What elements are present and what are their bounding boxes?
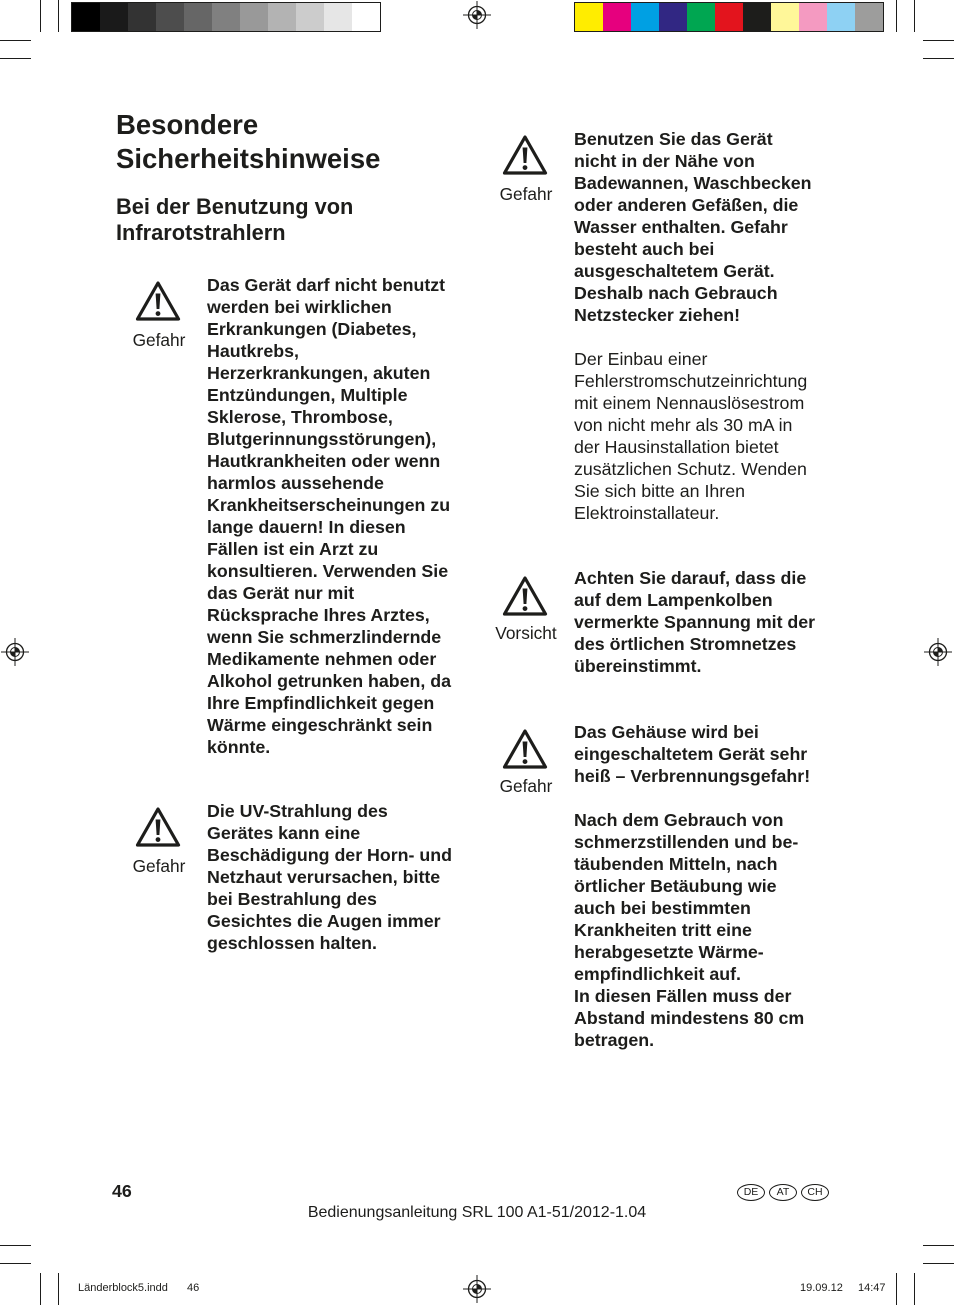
crop-mark [896, 0, 897, 32]
crop-mark [58, 0, 59, 32]
slug-time: 14:47 [858, 1282, 886, 1294]
color-swatch [324, 3, 352, 31]
color-swatch [659, 3, 687, 31]
manual-reference: Bedienungsanleitung SRL 100 A1-51/2012-1.04 [307, 1204, 647, 1221]
slug-file-name: Länderblock5.indd [78, 1282, 168, 1294]
registration-mark-icon [463, 1, 491, 29]
color-swatch [799, 3, 827, 31]
crop-mark [40, 1273, 41, 1305]
color-swatch [296, 3, 324, 31]
country-badge-at: AT [769, 1184, 797, 1201]
color-swatch [855, 3, 883, 31]
color-control-strip [574, 2, 884, 32]
registration-mark-icon [924, 638, 952, 666]
country-badge-ch: CH [801, 1184, 829, 1201]
country-badge-de: DE [737, 1184, 765, 1201]
slug-page: 46 [187, 1282, 200, 1294]
warning-paragraph: Die UV-Strahlung des Gerätes kann eine Beschädigung der Horn- und Netzhaut verursachen, bitte bei Bestrahlung des Gesichtes die Augen immer geschlossen halten. [207, 801, 452, 953]
crop-mark [58, 1273, 59, 1305]
color-swatch [715, 3, 743, 31]
crop-mark [896, 1273, 897, 1305]
crop-mark [923, 1263, 954, 1264]
warning-text [207, 800, 452, 954]
country-badges [737, 1184, 833, 1201]
crop-mark [0, 40, 31, 41]
warning-text [574, 721, 810, 1051]
grayscale-control-strip [71, 2, 381, 32]
color-swatch [575, 3, 603, 31]
crop-mark [914, 1273, 915, 1305]
warning-note: Der Einbau einer Fehlerstromschutzeinrichtung mit einem Nennauslösestrom von nicht mehr als 30 mA in der Hausinstallation bietet zusätzlichen Schutz. Wenden Sie sich bitte an Ihren Elektroinstallateur. [574, 349, 808, 523]
warning-triangle-icon [502, 575, 548, 617]
hazard-label: Gefahr [499, 776, 553, 796]
hazard-label: Gefahr [499, 184, 553, 204]
warning-triangle-icon [135, 280, 181, 322]
crop-mark [40, 0, 41, 32]
page-number: 46 [112, 1181, 132, 1201]
color-swatch [687, 3, 715, 31]
registration-mark-icon [1, 638, 29, 666]
crop-mark [0, 1245, 31, 1246]
warning-paragraph: Nach dem Gebrauch von schmerzstillenden und be- täubenden Mitteln, nach örtlicher Betäubung wie auch bei bestimmten Krankheiten tritt eine herabgesetzte Wärme- empfindlichkeit auf. In diesen Fällen muss der Abstand mindestens 80 cm betragen. [574, 810, 805, 1050]
crop-mark [914, 0, 915, 32]
registration-mark-icon [463, 1275, 491, 1303]
crop-mark [0, 1263, 31, 1264]
hazard-label: Gefahr [132, 856, 186, 876]
color-swatch [156, 3, 184, 31]
color-swatch [771, 3, 799, 31]
section-subtitle: Bei der Benutzung von Infrarotstrahlern [116, 194, 354, 245]
crop-mark [0, 58, 31, 59]
color-swatch [128, 3, 156, 31]
warning-paragraph: Das Gehäuse wird bei eingeschaltetem Gerät sehr heiß – Verbrennungsgefahr! [574, 722, 811, 786]
color-swatch [743, 3, 771, 31]
color-swatch [268, 3, 296, 31]
warning-triangle-icon [502, 728, 548, 770]
color-swatch [100, 3, 128, 31]
color-swatch [827, 3, 855, 31]
caution-label: Vorsicht [495, 623, 557, 643]
hazard-label: Gefahr [132, 330, 186, 350]
color-swatch [240, 3, 268, 31]
warning-text [207, 274, 451, 758]
color-swatch [72, 3, 100, 31]
slug-date: 19.09.12 [800, 1282, 843, 1294]
color-swatch [603, 3, 631, 31]
warning-paragraph: Benutzen Sie das Gerät nicht in der Nähe von Badewannen, Waschbecken oder anderen Gefäßen, die Wasser enthalten. Gefahr besteht auch bei ausgeschaltetem Gerät. Deshalb nach Gebrauch Netzstecker ziehen! [574, 129, 812, 325]
crop-mark [923, 58, 954, 59]
color-swatch [352, 3, 380, 31]
color-swatch [184, 3, 212, 31]
warning-paragraph: Achten Sie darauf, dass die auf dem Lampenkolben vermerkte Spannung mit der des örtlichen Stromnetzes übereinstimmt. [574, 568, 816, 676]
warning-triangle-icon [502, 134, 548, 176]
color-swatch [631, 3, 659, 31]
crop-mark [923, 1245, 954, 1246]
crop-mark [923, 40, 954, 41]
warning-paragraph: Das Gerät darf nicht benutzt werden bei wirklichen Erkrankungen (Diabetes, Hautkrebs, Herzerkrankungen, akuten Entzündungen, Multiple Sklerose, Thrombose, Blutgerinnungsstörungen), Hautkrankheiten oder wenn harmlos aussehende Krankheitserscheinungen zu lange dauern! In diesen Fällen ist ein Arzt zu konsultieren. Verwenden Sie das Gerät nur mit Rücksprache Ihres Arztes, wenn Sie schmerzlindernde Medikamente nehmen oder Alkohol getrunken haben, da Ihre Empfindlichkeit gegen Wärme eingeschränkt sein könnte. [207, 275, 452, 757]
page-title: Besondere Sicherheitshinweise [116, 109, 381, 174]
color-swatch [212, 3, 240, 31]
warning-triangle-icon [135, 806, 181, 848]
warning-text [574, 567, 815, 677]
warning-text [574, 128, 812, 524]
